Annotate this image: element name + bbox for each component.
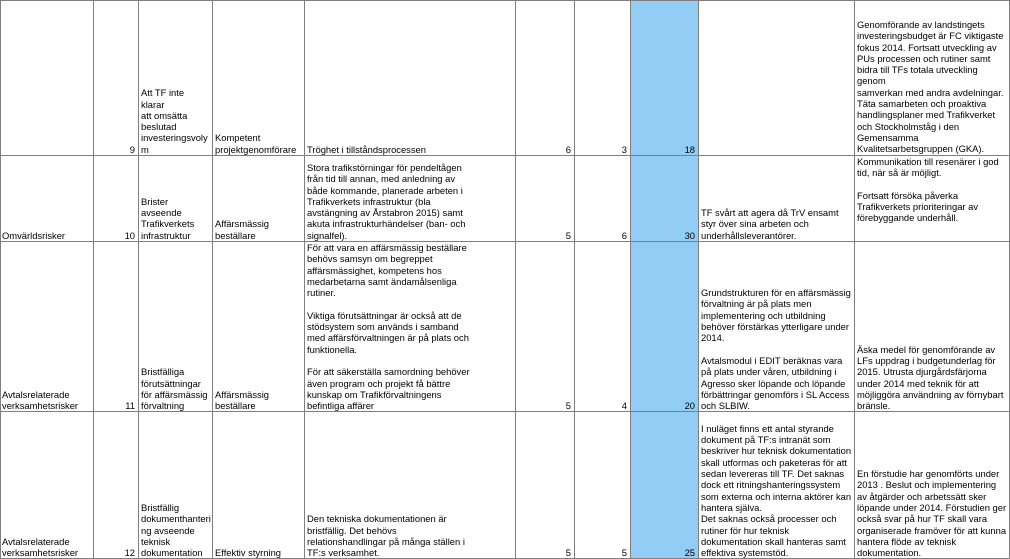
risk-value-cell: 18 bbox=[631, 1, 699, 156]
actions-cell: Kommunikation till resenärer i god tid, när så är möjligt. Fortsatt försöka påverka Trafikverkets prioriteringar av förebyggande underhåll. bbox=[855, 156, 1010, 242]
consequence-cell: 6 bbox=[516, 1, 575, 156]
risk-id-cell: 10 bbox=[94, 156, 139, 242]
risk-value-cell: 30 bbox=[631, 156, 699, 242]
category-cell: Omvärldsrisker bbox=[1, 156, 94, 242]
category-cell: Avtalsrelaterade verksamhetsrisker bbox=[1, 412, 94, 559]
status-cell: TF svårt att agera då TrV ensamt styr över sina arbeten och underhållsleverantörer. bbox=[699, 156, 855, 242]
consequence-cell: 5 bbox=[516, 412, 575, 559]
risk-id-cell: 12 bbox=[94, 412, 139, 559]
owner-cell: Effektiv styrning bbox=[213, 412, 305, 559]
owner-cell: Kompetent projektgenomförare bbox=[213, 1, 305, 156]
actions-cell: Äska medel för genomförande av LFs uppdrag i budgetunderlag för 2015. Utrusta djurgårdsfärjorna under 2014 med teknik för att möjliggöra användning av förnybart bränsle. bbox=[855, 242, 1010, 412]
category-cell: Avtalsrelaterade verksamhetsrisker bbox=[1, 242, 94, 412]
table-row bbox=[1, 242, 1010, 412]
risk-id-cell: 11 bbox=[94, 242, 139, 412]
actions-cell: En förstudie har genomförts under 2013 . Beslut och implementering av åtgärder och arbetssätt sker löpande under 2014. Förstudien ger också svar på hur TF skall vara organiserade framöver för att kunna hantera flöde av teknisk dokumentation. bbox=[855, 412, 1010, 559]
risk-name-cell: Att TF inte klarar att omsätta beslutad investeringsvoly m bbox=[139, 1, 213, 156]
status-cell: Grundstrukturen för en affärsmässig förvaltning är på plats men implementering och utbildning behöver förstärkas ytterligare under 2014. Avtalsmodul i EDIT beräknas vara på plats under våren, utbildning i Agresso sker löpande och löpande förbättringar genomförs i SL Access och SLBIW. bbox=[699, 242, 855, 412]
table-row bbox=[1, 412, 1010, 559]
status-cell: I nuläget finns ett antal styrande dokument på TF:s intranät som beskriver hur teknisk dokumentation skall utformas och paketeras för att sedan levereras till TF. Det saknas dock ett ritningshanteringssystem som externa och interna aktörer kan hantera själva. Det saknas också processer och rutiner för hur teknisk dokumentation skall hanteras samt effektiva systemstöd. bbox=[699, 412, 855, 559]
consequence-cell: 5 bbox=[516, 156, 575, 242]
risk-value-cell: 20 bbox=[631, 242, 699, 412]
owner-cell: Affärsmässig beställare bbox=[213, 156, 305, 242]
consequence-cell: 5 bbox=[516, 242, 575, 412]
probability-cell: 4 bbox=[575, 242, 631, 412]
risk-value-cell: 25 bbox=[631, 412, 699, 559]
cause-cell: Tröghet i tillståndsprocessen bbox=[305, 1, 516, 156]
risk-name-cell: Bristfälliga förutsättningar för affärsmässig förvaltning bbox=[139, 242, 213, 412]
probability-cell: 3 bbox=[575, 1, 631, 156]
cause-cell: Stora trafikstörningar för pendeltågen från tid till annan, med anledning av både kommande, planerade arbeten i Trafikverkets infrastruktur (bla avstängning av Årstabron 2015) samt akuta infrastrukturhändelser (ban- och signalfel). bbox=[305, 156, 516, 242]
cause-cell: För att vara en affärsmässig beställare behövs samsyn om begreppet affärsmässighet, kompetens hos medarbetarna samt ändamålsenliga rutiner. Viktiga förutsättningar är också att de stödsystem som används i samband med affärsförvaltningen är på plats och funktionella. För att säkerställa samordning behöver även program och projekt få bättre kunskap om Trafikförvaltningens befintliga affärer bbox=[305, 242, 516, 412]
risk-name-cell: Bristfällig dokumenthanteri ng avseende teknisk dokumentation bbox=[139, 412, 213, 559]
probability-cell: 5 bbox=[575, 412, 631, 559]
status-cell bbox=[699, 1, 855, 156]
table-row bbox=[1, 1, 1010, 156]
table-row bbox=[1, 156, 1010, 242]
category-cell bbox=[1, 1, 94, 156]
owner-cell: Affärsmässig beställare bbox=[213, 242, 305, 412]
risk-id-cell: 9 bbox=[94, 1, 139, 156]
actions-cell: Genomförande av landstingets investeringsbudget är FC viktigaste fokus 2014. Fortsatt utveckling av PUs processen och rutiner samt bidra till TFs totala utveckling genom samverkan med andra avdelningar. Täta samarbeten och proaktiva handlingsplaner med Trafikverket och Stockholmståg i den Gemensamma Kvalitetsarbetsgruppen (GKA). bbox=[855, 1, 1010, 156]
probability-cell: 6 bbox=[575, 156, 631, 242]
cause-cell: Den tekniska dokumentationen är bristfällig. Det behövs relationshandlingar på många ställen i TF:s verksamhet. bbox=[305, 412, 516, 559]
risk-name-cell: Brister avseende Trafikverkets infrastruktur bbox=[139, 156, 213, 242]
